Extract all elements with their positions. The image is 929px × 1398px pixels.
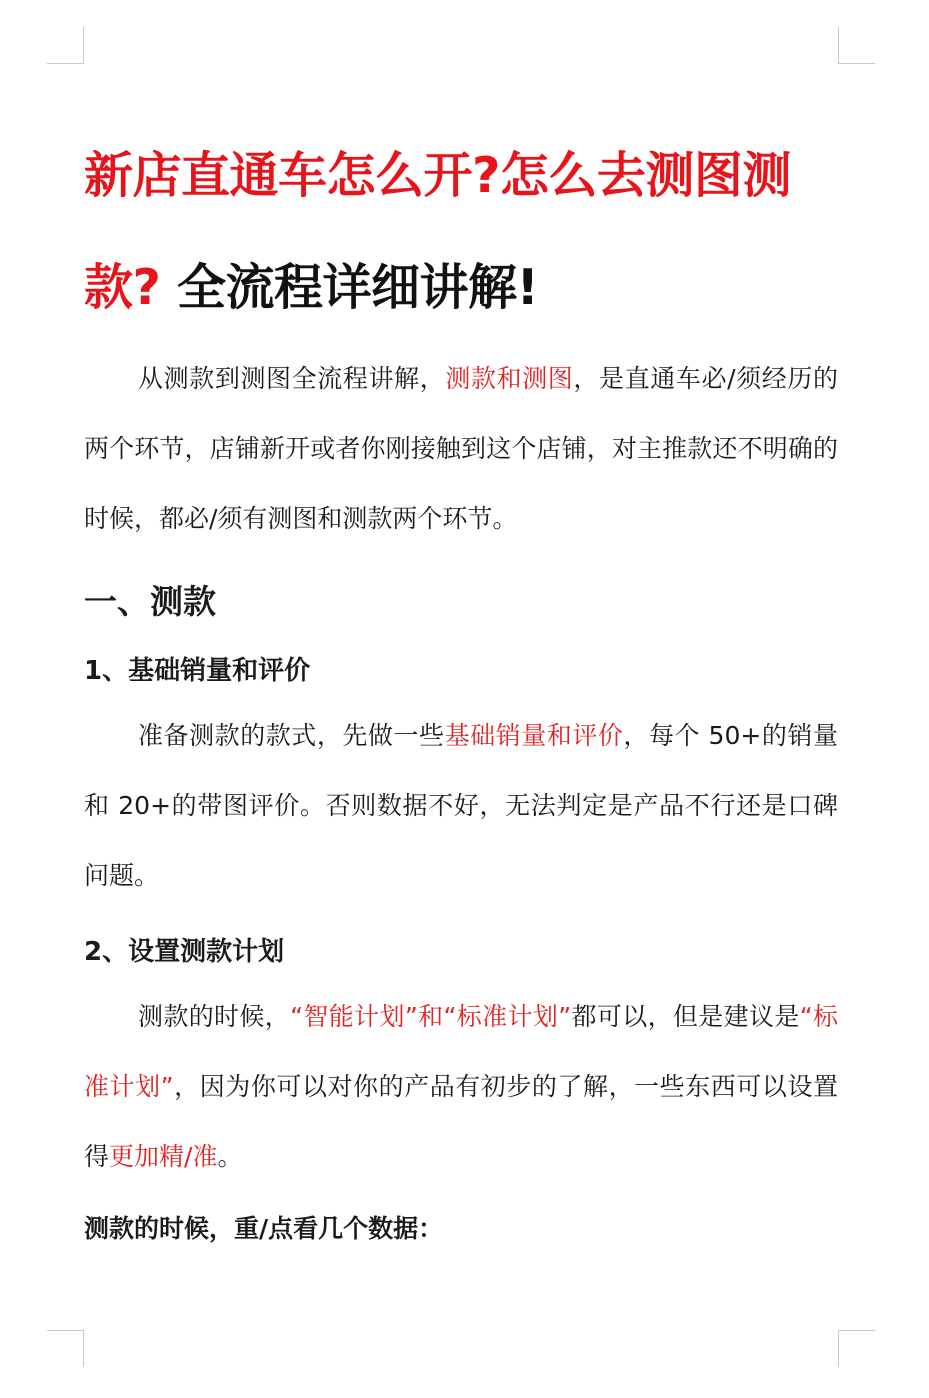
base-sales-text-end: ，每个 50+的销量和 20+的带图评价。否则数据不好，无法判定是产品不行还是口碑问题。: [84, 721, 838, 890]
test-plan-text-2: 都可以，但是建议是: [571, 1002, 800, 1031]
base-sales-highlight: 基础销量和评价: [444, 721, 624, 750]
base-sales-text-start: 准备测款的款式，先做一些: [138, 721, 445, 750]
page-corner-mark-bottom-right: [838, 1330, 875, 1367]
test-plan-highlight-3: 更加精/准: [109, 1142, 218, 1171]
test-plan-paragraph: [84, 982, 838, 1192]
test-plan-highlight-2: “标准计划”: [84, 1002, 838, 1101]
page-corner-mark-bottom-left: [47, 1330, 84, 1367]
intro-highlight: 测款和测图: [445, 364, 574, 393]
key-data-lead: 测款的时候，重/点看几个数据：: [84, 1214, 444, 1243]
title-red-part-1: 新店直通车怎么开?怎么去测图: [84, 147, 743, 204]
title-red-part-2: 测款?: [84, 147, 791, 316]
document-title: [84, 120, 838, 344]
section-heading-test-product: 一、测款: [84, 582, 216, 621]
test-plan-highlight-1: “智能计划”和“标准计划”: [290, 1002, 572, 1031]
intro-text-start: 从测款到测图全流程讲解，: [138, 364, 446, 393]
intro-paragraph: [84, 344, 838, 554]
title-black-part: 全流程详细讲解!: [160, 259, 539, 316]
page-corner-mark-top-right: [838, 27, 875, 64]
test-plan-text-3: ，因为你可以对你的产品有初步的了解，一些东西可以设置得: [84, 1072, 839, 1171]
test-plan-text-1: 测款的时候，: [138, 1002, 291, 1031]
document-body: [84, 120, 838, 1264]
base-sales-paragraph: [84, 701, 838, 911]
subheading-test-plan: 2、设置测款计划: [84, 937, 285, 967]
intro-text-end: ，是直通车必/须经历的两个环节，店铺新开或者你刚接触到这个店铺，对主推款还不明确的时候，都必/须有测图和测款两个环节。: [84, 364, 838, 533]
test-plan-text-4: 。: [217, 1142, 243, 1171]
page-corner-mark-top-left: [47, 27, 84, 64]
subheading-base-sales: 1、基础销量和评价: [84, 656, 311, 686]
